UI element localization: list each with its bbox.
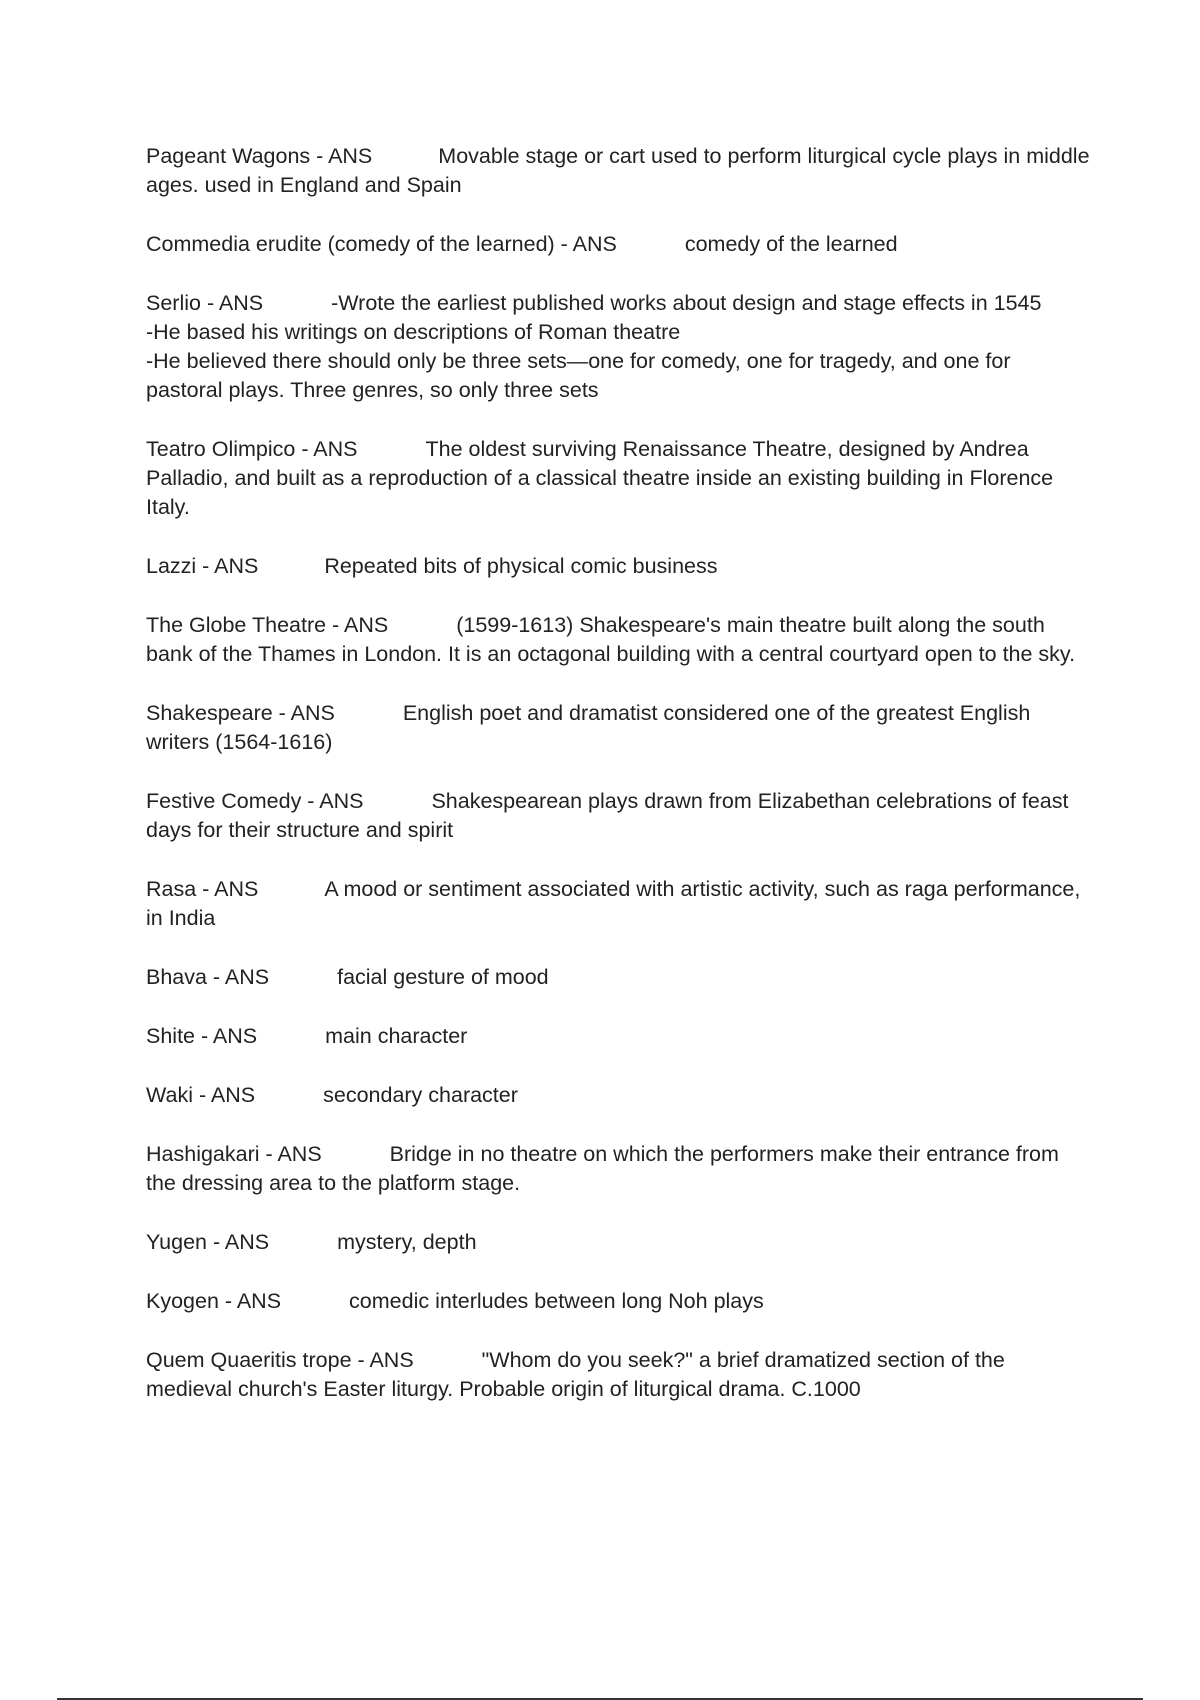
term: Commedia erudite (comedy of the learned) - ANS	[146, 232, 617, 256]
term: Teatro Olimpico - ANS	[146, 437, 358, 461]
flashcard-entry	[146, 699, 1091, 757]
flashcard-entry	[146, 435, 1091, 522]
definition-line: -He based his writings on descriptions of Roman theatre	[146, 320, 681, 344]
definition-line: -He believed there should only be three sets—one for comedy, one for tragedy, and one for pastoral plays. Three genres, so only three sets	[146, 349, 1011, 402]
term: Waki - ANS	[146, 1083, 256, 1107]
definition-line: secondary character	[323, 1083, 518, 1107]
term: Pageant Wagons - ANS	[146, 144, 373, 168]
definition	[325, 1024, 467, 1048]
flashcard-entry	[146, 611, 1091, 669]
definition-line: The oldest surviving Renaissance Theatre, designed by Andrea Palladio, and built as a reproduction of a classical theatre inside an existing building in Florence Italy.	[146, 437, 1054, 519]
flashcard-entry	[146, 552, 1091, 581]
definition-line: facial gesture of mood	[337, 965, 549, 989]
definition-line: -Wrote the earliest published works about design and stage effects in 1545	[331, 291, 1042, 315]
flashcard-entry	[146, 875, 1091, 933]
term: Yugen - ANS	[146, 1230, 270, 1254]
definition-line: Repeated bits of physical comic business	[324, 554, 718, 578]
definition	[337, 965, 549, 989]
term: The Globe Theatre - ANS	[146, 613, 389, 637]
definition-line: Shakespearean plays drawn from Elizabethan celebrations of feast days for their structure and spirit	[146, 789, 1069, 842]
term: Bhava - ANS	[146, 965, 270, 989]
definition	[337, 1230, 476, 1254]
definition-line: mystery, depth	[337, 1230, 477, 1254]
term: Shakespeare - ANS	[146, 701, 335, 725]
term: Quem Quaeritis trope - ANS	[146, 1348, 414, 1372]
flashcard-entry	[146, 1287, 1091, 1316]
definition	[685, 232, 898, 256]
definition-line: main character	[325, 1024, 468, 1048]
flashcard-entry	[146, 1081, 1091, 1110]
definition	[323, 1083, 518, 1107]
term: Hashigakari - ANS	[146, 1142, 322, 1166]
definition	[324, 554, 717, 578]
flashcard-list	[146, 142, 1091, 1434]
flashcard-entry	[146, 1346, 1091, 1404]
term: Kyogen - ANS	[146, 1289, 282, 1313]
term: Rasa - ANS	[146, 877, 259, 901]
term: Festive Comedy - ANS	[146, 789, 364, 813]
flashcard-entry	[146, 787, 1091, 845]
term: Serlio - ANS	[146, 291, 264, 315]
definition-line: (1599-1613) Shakespeare's main theatre built along the south bank of the Thames in London. It is an octagonal building with a central courtyard open to the sky.	[146, 613, 1076, 666]
definition	[146, 291, 1091, 405]
definition-line: English poet and dramatist considered one of the greatest English writers (1564-1616)	[146, 701, 1031, 754]
flashcard-entry	[146, 963, 1091, 992]
definition-line: Bridge in no theatre on which the performers make their entrance from the dressing area to the platform stage.	[146, 1142, 1059, 1195]
definition-line: Movable stage or cart used to perform liturgical cycle plays in middle ages. used in England and Spain	[146, 144, 1090, 197]
flashcard-entry	[146, 289, 1091, 405]
flashcard-entry	[146, 230, 1091, 259]
term: Lazzi - ANS	[146, 554, 259, 578]
definition	[349, 1289, 764, 1313]
definition-line: comedic interludes between long Noh plays	[349, 1289, 764, 1313]
flashcard-entry	[146, 1228, 1091, 1257]
definition-line: A mood or sentiment associated with artistic activity, such as raga performance, in India	[146, 877, 1081, 930]
definition	[146, 877, 1080, 930]
flashcard-entry	[146, 1140, 1091, 1198]
definition-line: comedy of the learned	[684, 232, 898, 256]
term: Shite - ANS	[146, 1024, 258, 1048]
flashcard-entry	[146, 142, 1091, 200]
flashcard-entry	[146, 1022, 1091, 1051]
definition-line: "Whom do you seek?" a brief dramatized section of the medieval church's Easter liturgy. Probable origin of liturgical drama. C.1000	[146, 1348, 1005, 1401]
